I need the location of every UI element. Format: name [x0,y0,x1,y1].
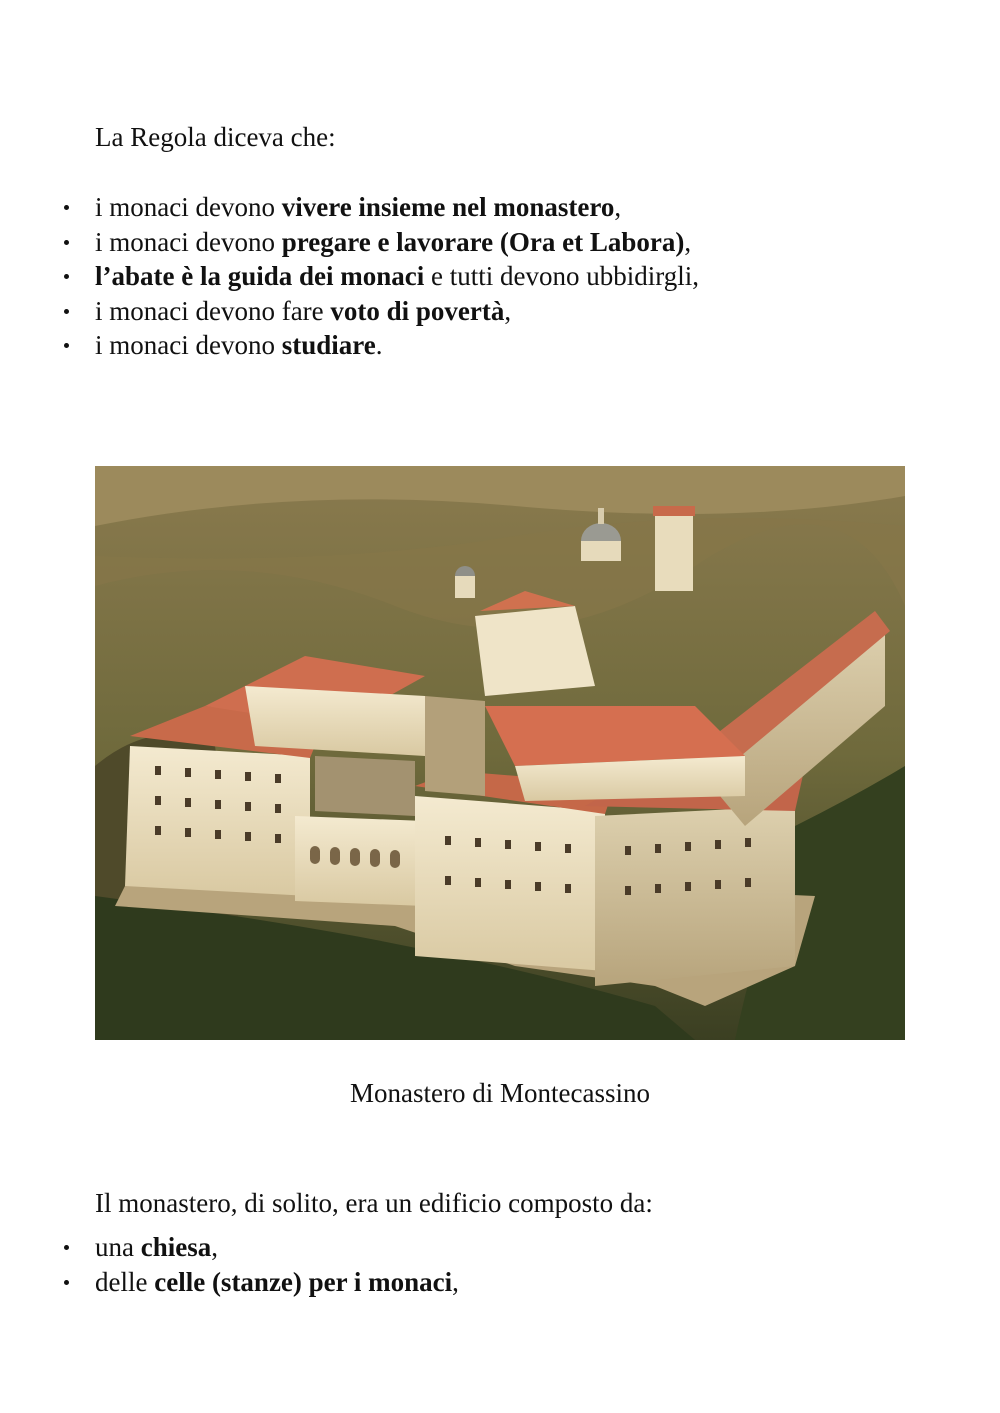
intro-text-building: Il monastero, di solito, era un edificio composto da: [95,1188,653,1218]
list-item: delle celle (stanze) per i monaci, [0,1265,1000,1300]
building-list [0,1230,1000,1299]
intro-text-rule: La Regola diceva che: [95,122,336,152]
list-item: i monaci devono vivere insieme nel monastero, [0,190,1000,225]
photo-caption: Monastero di Montecassino [350,1078,650,1108]
list-item: l’abate è la guida dei monaci e tutti devono ubbidirgli, [0,259,1000,294]
bullet-icon [64,1280,69,1285]
list-item: i monaci devono studiare. [0,328,1000,363]
rule-list [0,190,1000,363]
monastery-photo [95,466,905,1040]
bullet-icon [64,309,69,314]
bullet-icon [64,343,69,348]
list-item: i monaci devono fare voto di povertà, [0,294,1000,329]
bullet-icon [64,205,69,210]
list-item: i monaci devono pregare e lavorare (Ora et Labora), [0,225,1000,260]
bullet-icon [64,1245,69,1250]
list-item: una chiesa, [0,1230,1000,1265]
bullet-icon [64,240,69,245]
bullet-icon [64,274,69,279]
